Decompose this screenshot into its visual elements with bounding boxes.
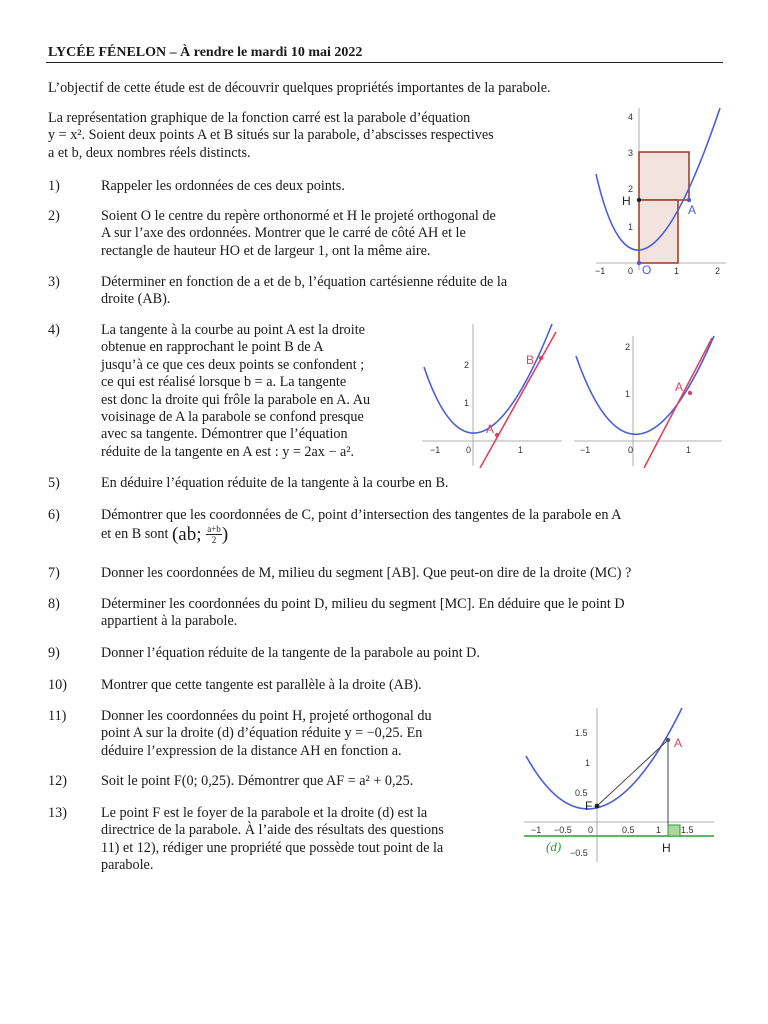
point-A [495,433,499,437]
square-AH [639,152,689,200]
label-A: A [486,422,495,436]
x-tick-label: −1 [595,266,606,276]
page-header: LYCÉE FÉNELON – À rendre le mardi 10 mai 2022 [48,45,363,60]
question-text: Donner les coordonnées de M, milieu du segment [AB]. Que peut-on dire de la droite (MC) ? [101,565,632,581]
header-rule [46,62,723,63]
question-line: Déterminer les coordonnées du point D, milieu du segment [MC]. En déduire que le point D [101,596,625,612]
parabola-curve [424,324,552,433]
label-A: A [675,380,684,394]
figure-focus-directrix [522,706,716,866]
question-line: rectangle de hauteur HO et de largeur 1, ont la même aire. [101,242,431,259]
x-tick-label: 1.5 [681,825,694,835]
point-A [687,198,691,202]
x-tick-label: 0 [588,825,594,835]
question-line: directrice de la parabole. À l’aide des résultats des questions [101,822,444,839]
label-A: A [688,203,697,217]
question-text: Donner l’équation réduite de la tangente de la parabole au point D. [101,645,480,661]
y-tick-label: 1.5 [575,728,588,738]
question-line: Soient O le centre du repère orthonormé et H le projeté orthogonal de [101,208,496,224]
x-tick-label: −1 [531,825,542,835]
question-number: 2) [48,208,60,224]
question-number: 3) [48,274,60,290]
label-H: H [662,841,671,855]
coords-open: (ab; [171,524,207,546]
question-line: avec sa tangente. Démontrer que l’équation [101,426,348,443]
y-tick-label: 4 [628,112,634,122]
intro-line: La représentation graphique de la fonction carré est la parabole d’équation [48,110,471,126]
question-text: En déduire l’équation réduite de la tangente à la courbe en B. [101,475,449,491]
question-line: obtenue en rapprochant le point B de A [101,339,324,356]
y-tick-label: 1 [625,389,631,399]
question-number: 13) [48,805,67,821]
x-tick-label: 1 [686,445,692,455]
tangent-line [644,338,712,468]
question-number: 7) [48,565,60,581]
point-O [637,261,641,265]
question-line: jusqu’à ce que ces deux points se confondent ; [101,356,365,373]
right-angle-marker [668,825,680,836]
x-tick-label: 0 [628,445,634,455]
point-H [637,198,641,202]
x-tick-label: 1 [656,825,662,835]
y-tick-label: −0.5 [570,848,588,858]
parabola-curve [526,708,682,809]
figure-tangent-A [572,334,724,468]
question-number: 6) [48,507,60,523]
y-tick-label: 2 [464,360,470,370]
point-B [539,356,543,360]
y-tick-label: 3 [628,148,634,158]
y-tick-label: 1 [628,222,634,232]
y-tick-label: 0.5 [575,788,588,798]
question-number: 10) [48,677,67,693]
question-number: 12) [48,773,67,789]
question-text: Soit le point F(0; 0,25). Démontrer que AF = a² + 0,25. [101,773,414,789]
intro-paragraph [48,110,494,162]
y-tick-label: 2 [628,184,634,194]
x-tick-label: −1 [580,445,591,455]
label-B: B [526,353,535,367]
question-line: ce qui est réalisé lorsque b = a. La tangente [101,374,347,391]
question-line: et en B sont [101,526,169,543]
x-tick-label: −0.5 [554,825,572,835]
label-F: F [585,799,593,813]
parabola-curve [576,336,714,434]
question-line: Déterminer en fonction de a et de b, l’équation cartésienne réduite de la [101,274,508,290]
x-tick-label: 0 [466,445,472,455]
question-number: 4) [48,322,60,338]
question-line: A sur l’axe des ordonnées. Montrer que le carré de côté AH et le [101,225,466,242]
question-line: appartient à la parabole. [101,613,238,630]
question-line: droite (AB). [101,291,171,308]
figure-square-rectangle [592,104,728,280]
point-F [595,804,600,809]
coords-close: ) [221,524,229,546]
question-line: point A sur la droite (d) d’équation réduite y = −0,25. En [101,725,423,742]
point-A [666,738,670,742]
y-tick-label: 1 [464,398,470,408]
x-tick-label: 2 [715,266,721,276]
question-line: voisinage de A la parabole se confond presque [101,409,364,426]
question-number: 5) [48,475,60,491]
y-tick-label: 2 [625,342,631,352]
x-tick-label: 1 [518,445,524,455]
intro-line: y = x². Soient deux points A et B situés sur la parabole, d’abscisses respectives [48,127,494,144]
segment-AF [597,740,668,806]
question-number: 8) [48,596,60,612]
label-A: A [674,736,683,750]
question-number: 9) [48,645,60,661]
point-A [688,391,692,395]
x-tick-label: 1 [674,266,680,276]
coords-fraction: $\frac{a+b}{2}$ [207,524,221,546]
question-line: parabole. [101,857,154,874]
x-tick-label: 0.5 [622,825,635,835]
x-tick-label: −1 [430,445,441,455]
question-line: La tangente à la courbe au point A est la droite [101,322,365,338]
question-line: Le point F est le foyer de la parabole et la droite (d) est la [101,805,428,821]
intro-line: a et b, deux nombres réels distincts. [48,144,251,161]
question-line: déduire l’expression de la distance AH en fonction a. [101,742,402,759]
question-number: 11) [48,708,67,724]
question-text: Montrer que cette tangente est parallèle à la droite (AB). [101,677,422,693]
question-line: est donc la droite qui frôle la parabole en A. Au [101,391,371,408]
label-O: O [642,263,652,277]
question-line: Donner les coordonnées du point H, projeté orthogonal du [101,708,432,724]
question-number: 1) [48,178,60,194]
question-line: Démontrer que les coordonnées de C, point d’intersection des tangentes de la parabole en A [101,507,622,523]
x-tick-label: 0 [628,266,634,276]
rectangle-HO [639,200,678,263]
y-tick-label: 1 [585,758,591,768]
question-line: 11) et 12), rédiger une propriété que possède tout point de la [101,839,444,856]
figure-secant-AB [420,322,564,468]
objective-text: L’objectif de cette étude est de découvrir quelques propriétés importantes de la parabole. [48,80,551,96]
label-d: (d) [546,839,562,854]
question-text: Rappeler les ordonnées de ces deux points. [101,178,345,194]
label-H: H [622,194,631,208]
question-line: réduite de la tangente en A est : y = 2ax − a². [101,443,355,460]
